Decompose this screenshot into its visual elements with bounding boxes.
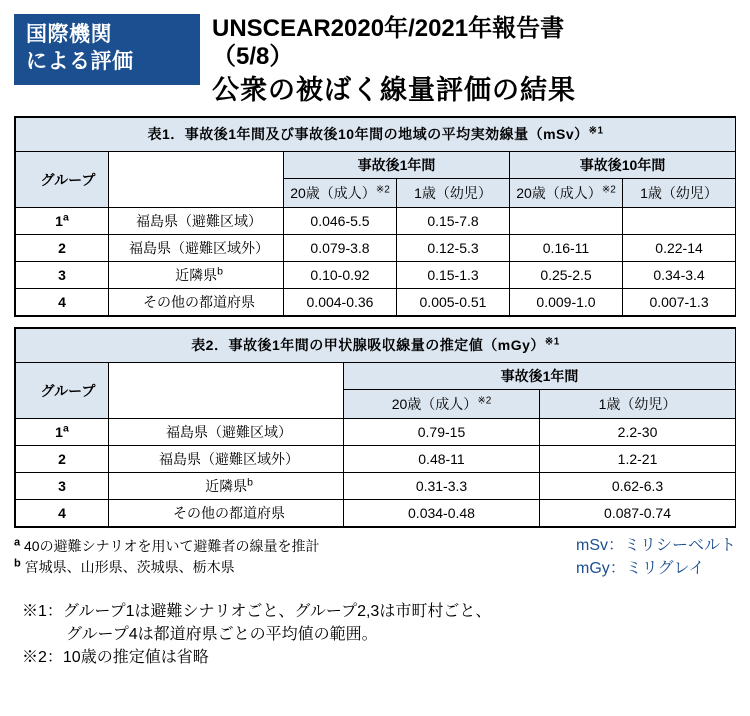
table2-header-row-1 [16, 363, 736, 390]
header [0, 0, 750, 106]
unit-legend [576, 534, 736, 580]
table-row [16, 235, 736, 262]
table2-caption-text: 表2．事故後1年間の甲状腺吸収線量の推定値（mGy） [191, 337, 545, 354]
table2-region-header [109, 363, 344, 419]
page-title-line-2: （5/8） [212, 43, 294, 71]
table1-age-label-3: 20歳（成人） [516, 185, 602, 202]
table2-row3-region-mark: b [247, 476, 253, 489]
table2-caption-mark: ※1 [544, 336, 560, 348]
table1-age-label-1: 20歳（成人） [290, 185, 376, 202]
table2 [15, 328, 736, 527]
table1-row3-region-mark: b [217, 265, 223, 278]
table2-row3-group: 3 [16, 473, 109, 500]
table1-row4-val1: 0.004-0.36 [284, 289, 397, 316]
category-badge [14, 14, 200, 85]
table1-row3-val3: 0.25-2.5 [510, 262, 623, 289]
table2-row2-val1: 0.48-11 [344, 446, 540, 473]
table2-age-label-2: 1歳（幼児） [598, 396, 677, 413]
table2-row4-val1: 0.034-0.48 [344, 500, 540, 527]
table2-row2-val2: 1.2-21 [540, 446, 736, 473]
table1-row4-region: その他の都道府県 [109, 289, 284, 316]
table1-row3-val4: 0.34-3.4 [623, 262, 736, 289]
table1-row1-val4 [623, 208, 736, 235]
table-row [16, 419, 736, 446]
table1-row1-no: 1 [55, 213, 63, 230]
notes-area [22, 600, 736, 670]
table-row [16, 289, 736, 316]
table1-row2-val2: 0.12-5.3 [397, 235, 510, 262]
table2-row1-region: 福島県（避難区域） [109, 419, 344, 446]
badge-line-2: による評価 [26, 49, 134, 73]
table1-age-label-4: 1歳（幼児） [640, 185, 718, 202]
table2-age-header-1 [344, 390, 540, 419]
table1-row2-group: 2 [16, 235, 109, 262]
table2-caption [16, 329, 736, 363]
table1-row2-val3: 0.16-11 [510, 235, 623, 262]
table1-row1-no-mark: a [62, 211, 69, 224]
table2-block [14, 327, 736, 528]
title-block [200, 14, 740, 106]
table1-row1-group [16, 208, 109, 235]
table1-caption [16, 118, 736, 152]
table2-caption-row [16, 329, 736, 363]
table2-group-header: グループ [16, 363, 109, 419]
table1-age-header-4 [623, 179, 736, 208]
table1-caption-text: 表1．事故後1年間及び事故後10年間の地域の平均実効線量（mSv） [147, 126, 589, 143]
table2-age-label-1: 20歳（成人） [391, 396, 478, 413]
table1-age-header-1 [284, 179, 397, 208]
table-row [16, 262, 736, 289]
table1-row3-val2: 0.15-1.3 [397, 262, 510, 289]
table1-region-header [109, 152, 284, 208]
table-row [16, 473, 736, 500]
table2-row4-region: その他の都道府県 [109, 500, 344, 527]
table1-row3-region-text: 近隣県 [175, 267, 218, 284]
table1-age-header-3 [510, 179, 623, 208]
table2-row4-group: 4 [16, 500, 109, 527]
table1-row1-val3 [510, 208, 623, 235]
table1-age-mark-3: ※2 [601, 184, 616, 196]
table1-header-row-1 [16, 152, 736, 179]
table2-row3-region [109, 473, 344, 500]
table1-period-header-2: 事故後10年間 [510, 152, 736, 179]
table2-row1-group [16, 419, 109, 446]
table1-age-header-2 [397, 179, 510, 208]
table1-row3-val1: 0.10-0.92 [284, 262, 397, 289]
table1-row1-region: 福島県（避難区域） [109, 208, 284, 235]
table1-row4-val2: 0.005-0.51 [397, 289, 510, 316]
note-1-line-2: グループ4は都道府県ごとの平均値の範囲。 [66, 626, 378, 644]
table1-row4-group: 4 [16, 289, 109, 316]
table1-row2-region: 福島県（避難区域外） [109, 235, 284, 262]
table1 [15, 117, 736, 316]
table2-row2-group: 2 [16, 446, 109, 473]
table-row [16, 500, 736, 527]
footnote-area [14, 536, 736, 588]
table2-row1-val1: 0.79-15 [344, 419, 540, 446]
table1-age-mark-1: ※2 [375, 184, 390, 196]
table1-row3-region [109, 262, 284, 289]
footnote-b-mark: b [14, 557, 21, 570]
table1-row1-val1: 0.046-5.5 [284, 208, 397, 235]
table2-row1-no: 1 [55, 424, 63, 441]
table1-period-header-1: 事故後1年間 [284, 152, 510, 179]
page-title-line-3: 公衆の被ばく線量評価の結果 [212, 74, 576, 105]
table1-row4-val4: 0.007-1.3 [623, 289, 736, 316]
table-row [16, 208, 736, 235]
table2-row1-no-mark: a [62, 422, 69, 435]
table2-row3-val1: 0.31-3.3 [344, 473, 540, 500]
footnote-a-text: 40の避難シナリオを用いて避難者の線量を推計 [24, 538, 320, 555]
table1-row3-group: 3 [16, 262, 109, 289]
table2-period-header: 事故後1年間 [344, 363, 736, 390]
table1-row4-val3: 0.009-1.0 [510, 289, 623, 316]
table1-block [14, 116, 736, 317]
note-1-line-1: ※1：グループ1は避難シナリオごと、グループ2,3は市町村ごと、 [22, 603, 492, 621]
table2-row3-region-text: 近隣県 [205, 478, 248, 495]
note-2: ※2：10歳の推定値は省略 [22, 649, 209, 667]
table1-row2-val4: 0.22-14 [623, 235, 736, 262]
badge-line-1: 国際機関 [26, 23, 112, 46]
table1-row1-val2: 0.15-7.8 [397, 208, 510, 235]
table2-row2-region: 福島県（避難区域外） [109, 446, 344, 473]
table1-row2-val1: 0.079-3.8 [284, 235, 397, 262]
page-title-line-1: UNSCEAR2020年/2021年報告書 [212, 15, 565, 42]
table2-age-header-2 [540, 390, 736, 419]
table1-age-label-2: 1歳（幼児） [414, 185, 492, 202]
table-row [16, 446, 736, 473]
table1-caption-mark: ※1 [588, 125, 604, 137]
table1-group-header: グループ [16, 152, 109, 208]
footnote-b-text: 宮城県、山形県、茨城県、栃木県 [24, 559, 235, 576]
table2-row4-val2: 0.087-0.74 [540, 500, 736, 527]
footnote-a-mark: a [14, 536, 21, 549]
unit-msv: mSv：ミリシーベルト [575, 537, 736, 555]
table2-row1-val2: 2.2-30 [540, 419, 736, 446]
table1-caption-row [16, 118, 736, 152]
table2-age-mark-1: ※2 [477, 395, 492, 407]
unit-mgy: mGy：ミリグレイ [575, 560, 705, 578]
table2-row3-val2: 0.62-6.3 [540, 473, 736, 500]
